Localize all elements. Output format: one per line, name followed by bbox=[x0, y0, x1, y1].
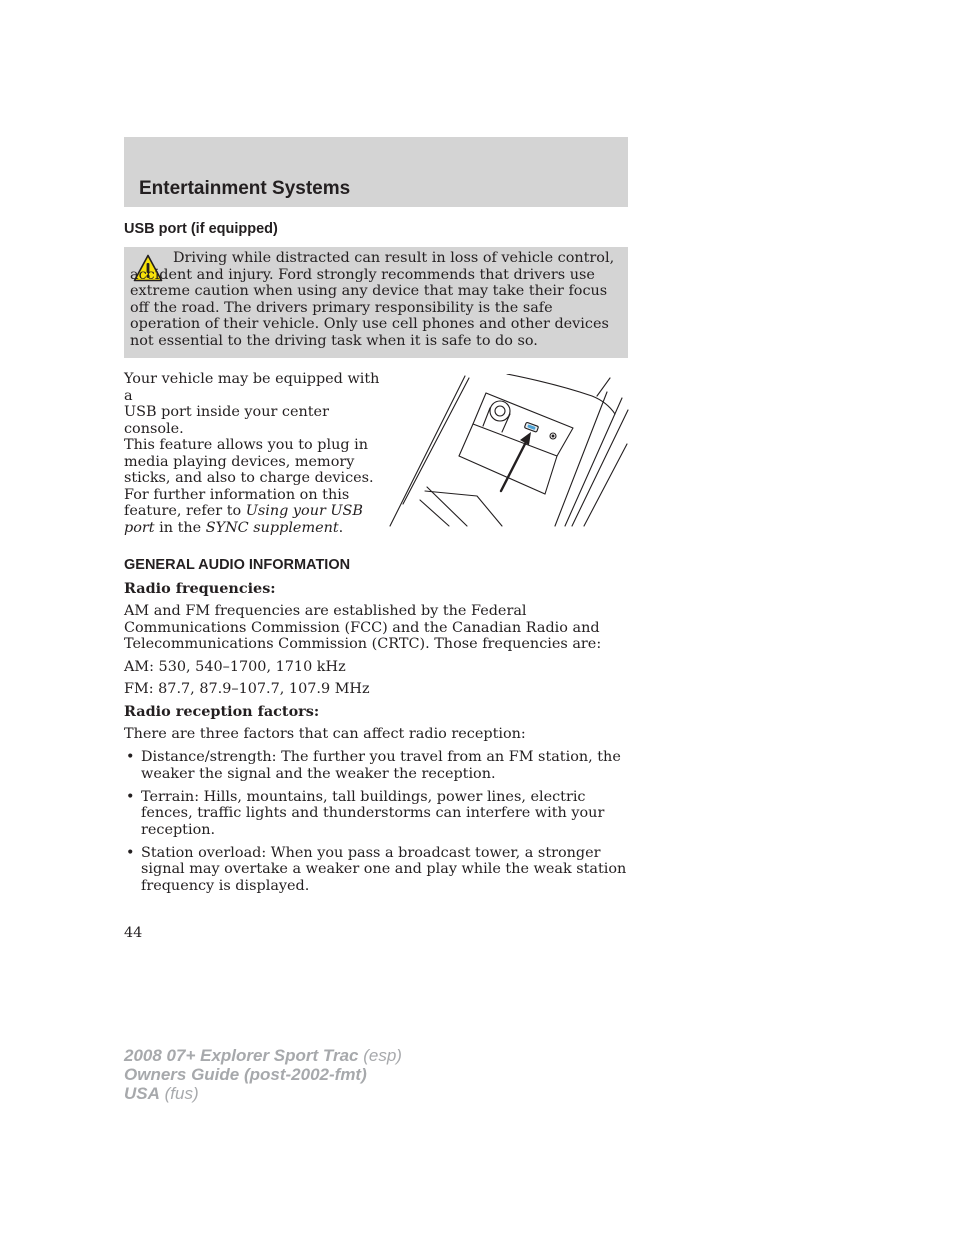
intro-line: media playing devices, memory bbox=[124, 453, 355, 470]
page-number: 44 bbox=[124, 925, 143, 941]
warning-text: Driving while distracted can result in loss of vehicle control, accident and injury. Ford strongly recommends that drivers use extreme caution when using any device that may take their focus off the road. The drivers primary responsibility is the safe operation of their vehicle. Only use cell phones and other devices not essential to the driving task when it is safe to do so. bbox=[130, 250, 615, 349]
list-item: • Terrain: Hills, mountains, tall buildings, power lines, electric fences, traffic lights and thunderstorms can interfere with your reception. bbox=[124, 789, 628, 839]
intro-refer-text: feature, refer to bbox=[124, 503, 246, 519]
am-frequencies: AM: 530, 540–1700, 1710 kHz bbox=[124, 659, 346, 675]
intro-end: . bbox=[338, 519, 344, 536]
reception-factors-label: Radio reception factors: bbox=[124, 703, 320, 720]
footer-model-code: (esp) bbox=[358, 1046, 402, 1065]
intro-line bbox=[124, 503, 386, 520]
reception-factors-list bbox=[124, 749, 628, 901]
fm-frequencies: FM: 87.7, 87.9–107.7, 107.9 MHz bbox=[124, 681, 370, 697]
document-footer bbox=[124, 1046, 402, 1103]
reception-intro: There are three factors that can affect radio reception: bbox=[124, 726, 526, 742]
footer-guide: Owners Guide (post-2002-fmt) bbox=[124, 1065, 367, 1084]
section-header-band bbox=[124, 137, 628, 207]
intro-line: This feature allows you to plug in bbox=[124, 437, 368, 453]
footer-market-code: (fus) bbox=[159, 1084, 199, 1103]
section-title: Entertainment Systems bbox=[139, 178, 351, 199]
sync-supplement-reference: SYNC supplement bbox=[205, 519, 339, 536]
footer-line bbox=[124, 1084, 402, 1103]
intro-in-the: in the bbox=[154, 519, 206, 536]
usb-reference: Using your USB bbox=[245, 503, 363, 519]
intro-line: sticks, and also to charge devices. bbox=[124, 470, 374, 486]
intro-line bbox=[124, 520, 386, 537]
general-audio-heading: GENERAL AUDIO INFORMATION bbox=[124, 557, 351, 573]
intro-line: Your vehicle may be equipped with a bbox=[124, 371, 380, 404]
usb-reference-cont: port bbox=[124, 519, 155, 536]
list-item: • Distance/strength: The further you travel from an FM station, the weaker the signal and the weaker the reception. bbox=[124, 749, 628, 782]
usb-intro-paragraph bbox=[124, 371, 386, 536]
list-item: • Station overload: When you pass a broadcast tower, a stronger signal may overtake a weaker one and play while the weak station frequency is displayed. bbox=[124, 845, 628, 895]
footer-model: 2008 07+ Explorer Sport Trac bbox=[124, 1046, 359, 1065]
footer-line bbox=[124, 1065, 402, 1084]
radio-frequencies-text: AM and FM frequencies are established by the Federal Communications Commission (FCC) and the Canadian Radio and Telecommunications Commission (CRTC). Those frequencies are: bbox=[124, 603, 602, 652]
footer-market: USA bbox=[124, 1084, 160, 1103]
intro-line: USB port inside your center console. bbox=[124, 404, 329, 437]
usb-port-heading: USB port (if equipped) bbox=[124, 221, 278, 237]
usb-port-illustration bbox=[387, 374, 629, 528]
radio-frequencies-label: Radio frequencies: bbox=[124, 580, 276, 597]
footer-line bbox=[124, 1046, 402, 1065]
intro-line: For further information on this bbox=[124, 486, 350, 503]
warning-box bbox=[124, 247, 628, 358]
